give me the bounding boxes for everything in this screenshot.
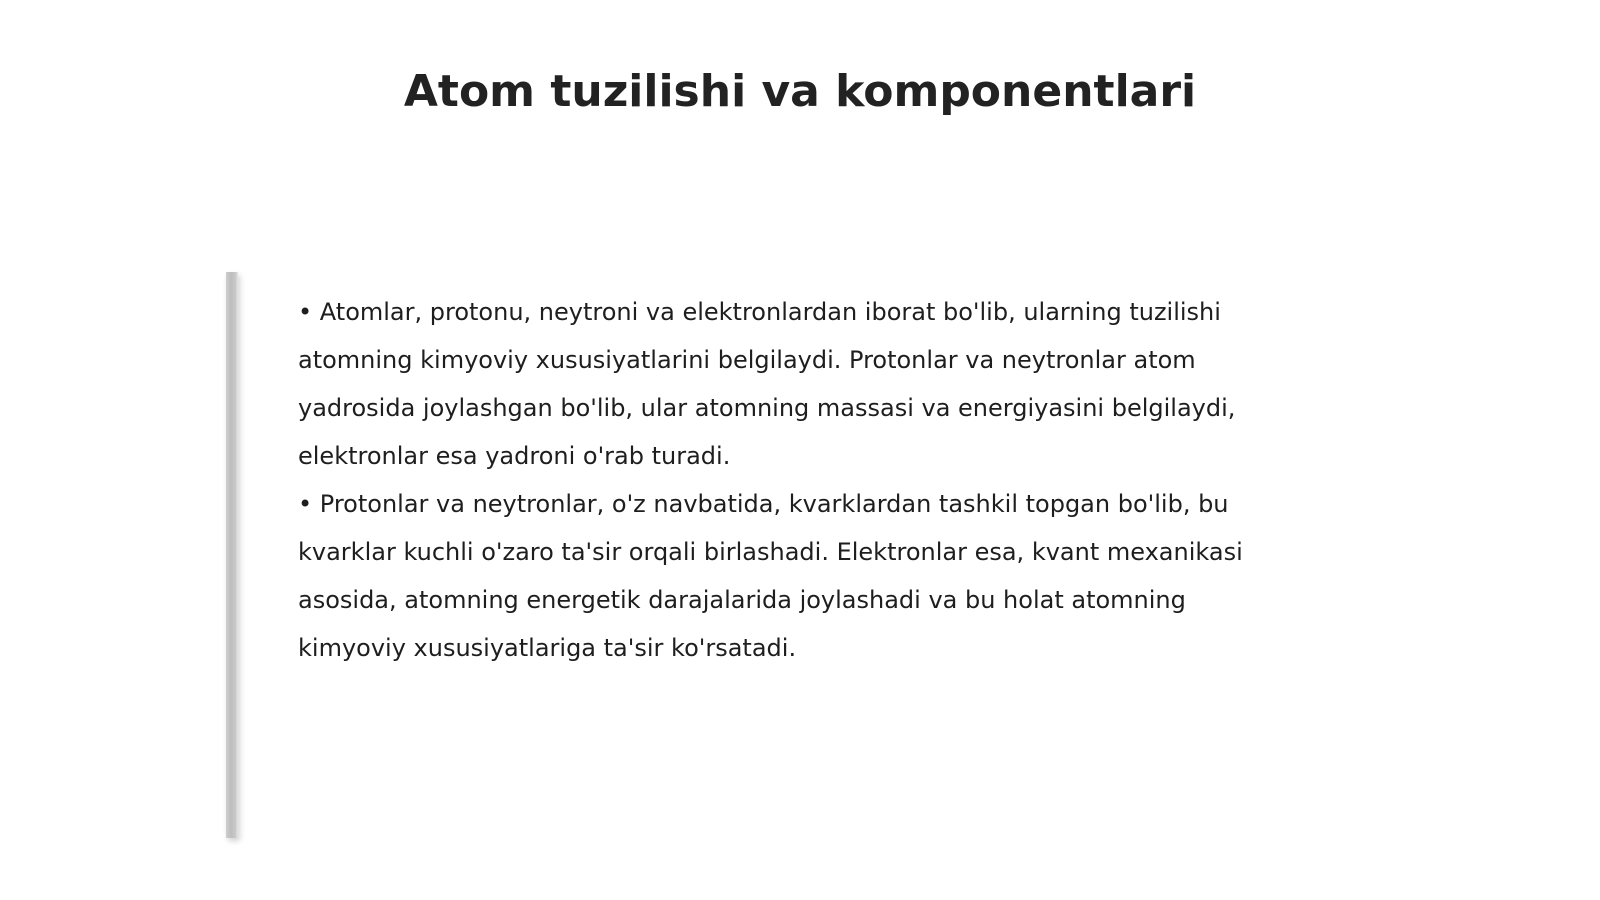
bullet-item: • Atomlar, protonu, neytroni va elektronlardan iborat bo'lib, ularning tuzilishi atomning kimyoviy xususiyatlarini belgilaydi. Protonlar va neytronlar atom yadrosida joylashgan bo'lib, ular atomning massasi va energiyasini belgilaydi, elektronlar esa yadroni o'rab turadi.	[298, 298, 1236, 470]
bullet-item: • Protonlar va neytronlar, o'z navbatida, kvarklardan tashkil topgan bo'lib, bu kvarklar kuchli o'zaro ta'sir orqali birlashadi. Elektronlar esa, kvant mexanikasi asosida, atomning energetik darajalarida joylashadi va bu holat atomning kimyoviy xususiyatlariga ta'sir ko'rsatadi.	[298, 490, 1243, 662]
slide-title: Atom tuzilishi va komponentlari	[403, 66, 1197, 117]
slide-body	[298, 288, 1298, 672]
accent-bar	[226, 272, 238, 838]
